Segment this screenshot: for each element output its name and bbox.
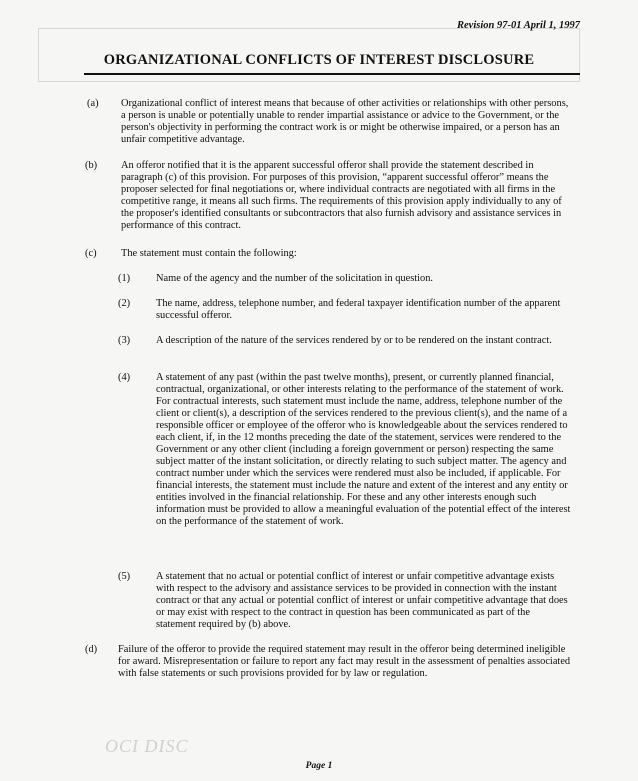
item-4-text: A statement of any past (within the past twelve months), present, or currently planned financial, contractual, organizational, or other interests relating to the performance of the statement of work. For contractual interests, such statement must include the name, address, telephone number of the client or client(s), a description of the services rendered to the previous client(s), and the name of a responsible officer or employee of the offeror who is knowledgeable about the services rendered to each client, if, in the 12 months preceding the date of the statement, services were rendered to the Government or any other client (including a foreign government or person) respecting the same subject matter of the instant solicitation, or directly relating to such subject matter. The agency and contract number under which the services were rendered must also be included, if applicable. For financial interests, the statement must include the nature and extent of the interest and any entity or entities involved in the financial relationship. For these and any other interests enough such information must be provided to allow a meaningful evaluation of the potential effect of the interest on the performance of the statement of work. [156,372,571,527]
section-d-marker: (d) [85,644,98,655]
section-c-marker: (c) [85,248,97,259]
bleed-through-stamp: OCI DISC [105,736,189,756]
item-5-marker: (5) [118,571,131,582]
page-title: ORGANIZATIONAL CONFLICTS OF INTEREST DISCLOSURE [103,52,535,68]
title-rule [84,73,580,75]
section-b-marker: (b) [85,160,98,171]
section-a-text: Organizational conflict of interest means that because of other activities or relationships with other persons, a person is unable or potentially unable to render impartial assistance or advice to the Government, or the person's objectivity in performing the contract work is or might be otherwise impaired, or a person has an unfair competitive advantage. [121,98,569,145]
section-b-text: An offeror notified that it is the apparent successful offeror shall provide the statement described in paragraph (c) of this provision. For purposes of this provision, “apparent successful offeror” means the proposer selected for final negotiations or, where individual contracts are negotiated with all firms in the competitive range, it means all such firms. The requirements of this provision apply individually to any of the proposer's identified consultants or subcontractors that also furnish advisory and assistance services in performance of this contract. [121,160,562,231]
item-3-marker: (3) [118,335,131,346]
item-5-text: A statement that no actual or potential conflict of interest or unfair competitive advantage exists with respect to the advisory and assistance services to be provided in connection with the instant contract or that any actual or potential conflict of interest or unfair competitive advantage that does or may exist with respect to the contract in question has been communicated as part of the statement required by (b) above. [156,571,568,630]
page-number: Page 1 [305,761,333,771]
item-3-text: A description of the nature of the services rendered by or to be rendered on the instant contract. [156,335,552,346]
item-1-marker: (1) [118,273,131,284]
item-2-marker: (2) [118,298,131,309]
section-a-marker: (a) [87,98,99,109]
item-2-text: The name, address, telephone number, and federal taxpayer identification number of the apparent successful offeror. [156,298,561,321]
revision-date: Revision 97-01 April 1, 1997 [457,20,580,31]
item-1-text: Name of the agency and the number of the solicitation in question. [156,273,434,284]
section-c-text: The statement must contain the following: [121,248,297,259]
section-d-text: Failure of the offeror to provide the required statement may result in the offeror being determined ineligible for award. Misrepresentation or failure to report any fact may result in the assessment of penalties associated with false statements or such provisions provided for by law or regulation. [118,644,571,679]
item-4-marker: (4) [118,372,131,383]
